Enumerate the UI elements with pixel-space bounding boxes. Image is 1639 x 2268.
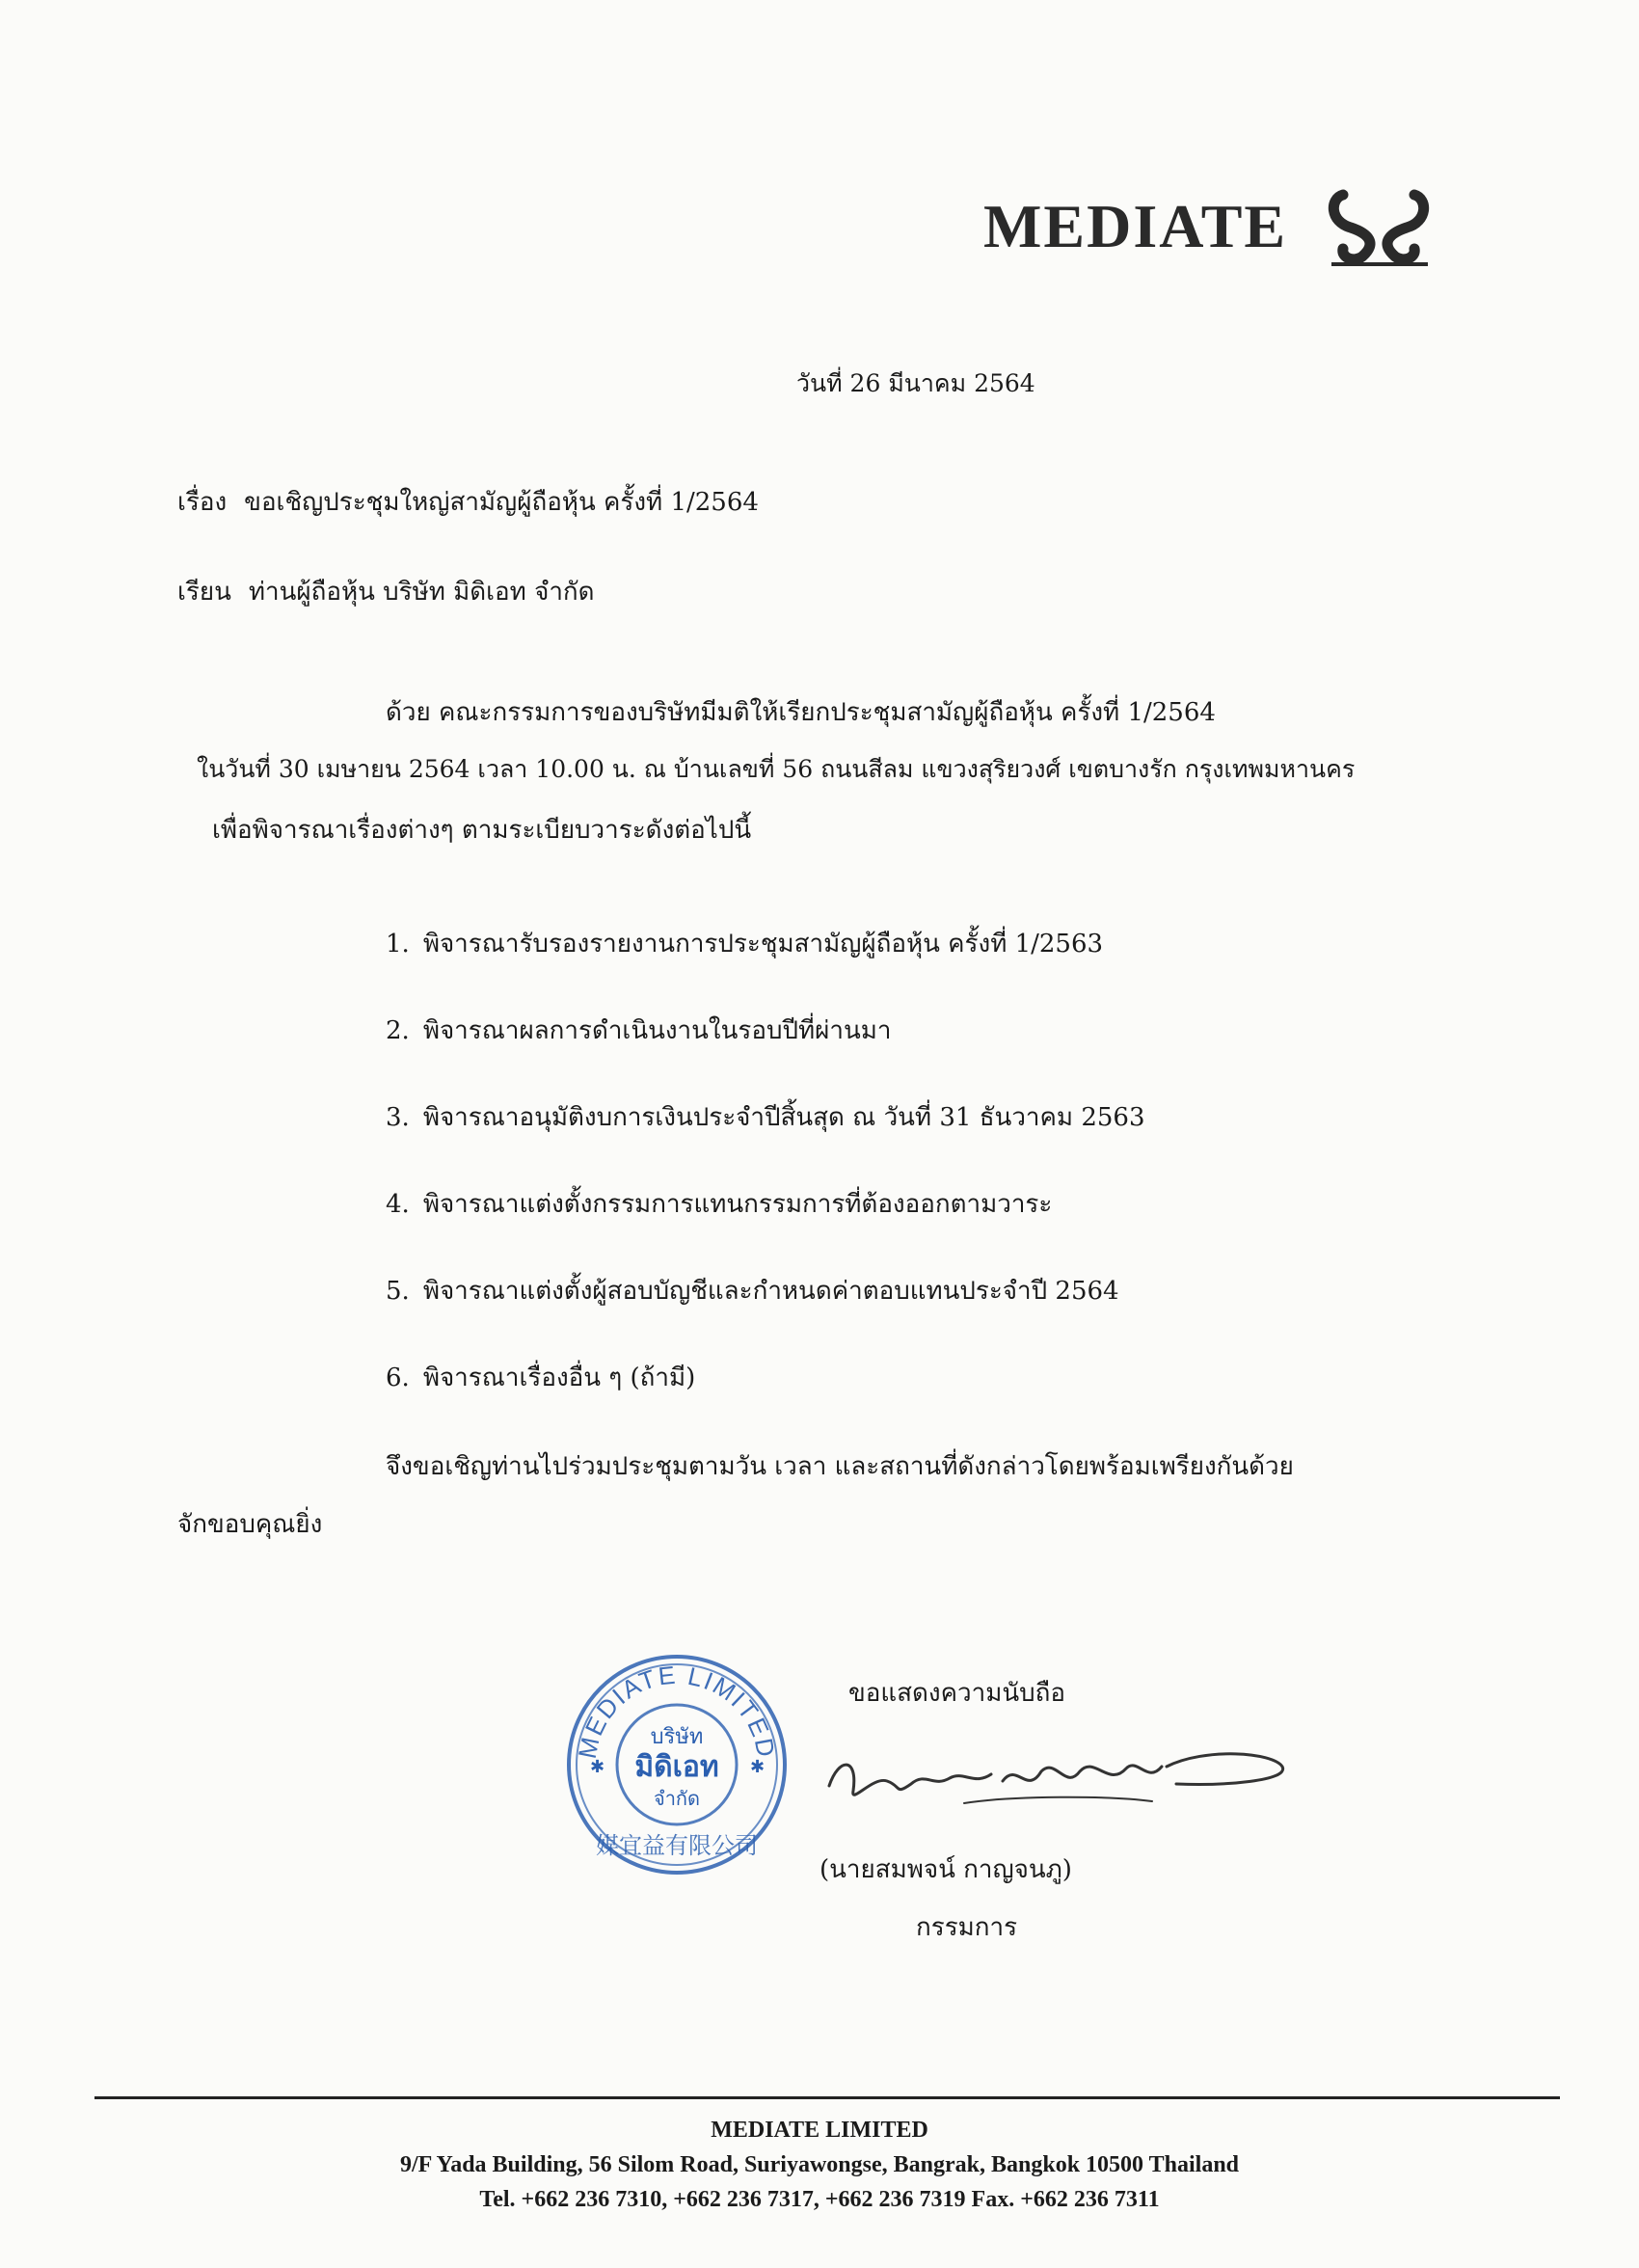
body-line-3: เพื่อพิจารณาเรื่องต่างๆ ตามระเบียบวาระดังต่อไปนี้ xyxy=(212,816,752,845)
agenda-number: 2. xyxy=(386,1016,410,1045)
letter-date: วันที่ 26 มีนาคม 2564 xyxy=(796,369,1035,397)
agenda-number: 6. xyxy=(386,1364,410,1392)
letterhead-logo xyxy=(983,183,1427,270)
agenda-text: พิจารณาอนุมัติงบการเงินประจำปีสิ้นสุด ณ วันที่ 31 ธันวาคม 2563 xyxy=(422,1103,1145,1132)
company-stamp xyxy=(561,1649,793,1880)
footer-address: 9/F Yada Building, 56 Silom Road, Suriyawongse, Bangrak, Bangkok 10500 Thailand xyxy=(399,2152,1240,2177)
stamp-star-icon: ✱ xyxy=(750,1757,766,1777)
signatory-title: กรรมการ xyxy=(916,1913,1018,1942)
agenda-item xyxy=(386,1184,1052,1224)
agenda-item xyxy=(386,1271,1119,1310)
agenda-text: พิจารณารับรองรายงานการประชุมสามัญผู้ถือหุ้น ครั้งที่ 1/2563 xyxy=(422,930,1104,958)
agenda-item xyxy=(386,1097,1145,1137)
agenda-item xyxy=(386,1011,891,1050)
logo-company-name: MEDIATE xyxy=(983,192,1288,260)
addressee-line xyxy=(177,572,595,611)
subject-label: เรื่อง xyxy=(177,488,228,517)
body-line-1: ด้วย คณะกรรมการของบริษัทมีมติให้เรียกประชุมสามัญผู้ถือหุ้น ครั้งที่ 1/2564 xyxy=(386,698,1216,727)
agenda-text: พิจารณาแต่งตั้งผู้สอบบัญชีและกำหนดค่าตอบแทนประจำปี 2564 xyxy=(422,1277,1119,1306)
footer-company: MEDIATE LIMITED xyxy=(711,2118,928,2143)
agenda-text: พิจารณาแต่งตั้งกรรมการแทนกรรมการที่ต้องออกตามวาระ xyxy=(422,1190,1053,1219)
agenda-item xyxy=(386,1358,695,1397)
stamp-center-line-2: มิดิเอท xyxy=(634,1750,719,1784)
stamp-center-line-3: จำกัด xyxy=(653,1787,701,1810)
logo-heart-icon xyxy=(1326,183,1432,270)
stamp-star-icon: ✱ xyxy=(590,1757,605,1777)
addressee-text: ท่านผู้ถือหุ้น บริษัท มิดิเอท จำกัด xyxy=(248,578,595,607)
agenda-number: 5. xyxy=(386,1277,410,1306)
subject-line xyxy=(177,482,759,522)
agenda-text: พิจารณาเรื่องอื่น ๆ (ถ้ามี) xyxy=(422,1364,696,1392)
stamp-chinese-text: 媒宜益有限公司 xyxy=(596,1832,758,1859)
signatory-name: (นายสมพจน์ กาญจนภู) xyxy=(820,1855,1072,1884)
agenda-number: 3. xyxy=(386,1103,410,1132)
stamp-center-line-1: บริษัท xyxy=(650,1725,704,1749)
agenda-number: 4. xyxy=(386,1190,410,1219)
footer-contact: Tel. +662 236 7310, +662 236 7317, +662 236 7319 Fax. +662 236 7311 xyxy=(479,2187,1160,2212)
agenda-text: พิจารณาผลการดำเนินงานในรอบปีที่ผ่านมา xyxy=(422,1016,892,1045)
signature-regards: ขอแสดงความนับถือ xyxy=(848,1679,1065,1708)
closing-line-2: จักขอบคุณยิ่ง xyxy=(177,1510,323,1539)
agenda-item xyxy=(386,924,1103,963)
subject-text: ขอเชิญประชุมใหญ่สามัญผู้ถือหุ้น ครั้งที่ 1/2564 xyxy=(244,488,759,517)
footer-divider xyxy=(94,2096,1560,2099)
body-line-2: ในวันที่ 30 เมษายน 2564 เวลา 10.00 น. ณ บ้านเลขที่ 56 ถนนสีลม แขวงสุริยวงศ์ เขตบางรัก กรุงเทพมหานคร xyxy=(197,755,1356,783)
handwritten-signature xyxy=(820,1728,1302,1834)
agenda-number: 1. xyxy=(386,930,410,958)
closing-line-1: จึงขอเชิญท่านไปร่วมประชุมตามวัน เวลา และสถานที่ดังกล่าวโดยพร้อมเพรียงกันด้วย xyxy=(386,1452,1294,1481)
addressee-label: เรียน xyxy=(177,578,231,607)
stamp-ring-text: MEDIATE LIMITED xyxy=(572,1660,782,1762)
